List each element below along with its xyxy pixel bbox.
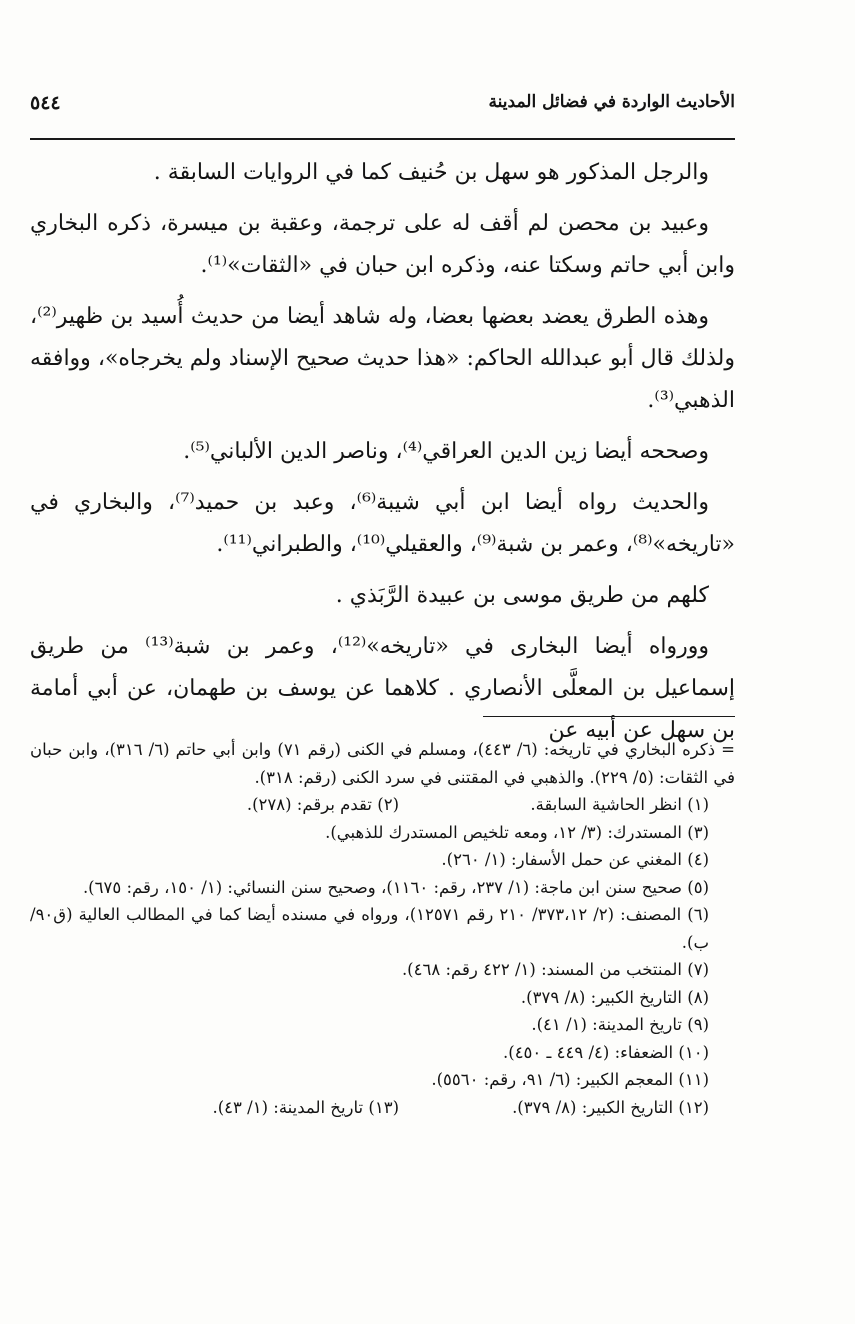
running-header xyxy=(30,92,735,122)
footnote-2: (٢) تقدم برقم: (٢٧٨). xyxy=(246,795,399,814)
footnote-9: (٩) تاريخ المدينة: (١/ ٤١). xyxy=(531,1015,709,1034)
footnote-10: (١٠) الضعفاء: (٤/ ٤٤٩ ـ ٤٥٠). xyxy=(503,1042,709,1062)
header-rule xyxy=(30,138,735,140)
footnote-6: (٦) المصنف: (٢/ ٣٧٣،١٢/ ٢١٠ رقم ١٢٥٧١)، ورواه في مسنده أيضا كما في المطالب العالية (ق٩٠/ب). xyxy=(30,905,709,952)
footnote-13: (١٣) تاريخ المدينة: (١/ ٤٣). xyxy=(212,1097,399,1117)
footnote-8: (٨) التاريخ الكبير: (٨/ ٣٧٩). xyxy=(520,987,709,1007)
running-title: الأحاديث الواردة في فضائل المدينة xyxy=(488,92,735,112)
footnote-11: (١١) المعجم الكبير: (٦/ ٩١، رقم: ٥٥٦٠). xyxy=(431,1070,709,1089)
footnote-5: (٥) صحيح سنن ابن ماجة: (١/ ٢٣٧، رقم: ١١٦٠)، وصحيح سنن النسائي: (١/ ١٥٠، رقم: ٦٧٥). xyxy=(82,877,709,897)
footnote-7: (٧) المنتخب من المسند: (١/ ٤٢٢ رقم: ٤٦٨). xyxy=(401,960,709,979)
main-text xyxy=(30,152,735,761)
footnote-12: (١٢) التاريخ الكبير: (٨/ ٣٧٩). xyxy=(512,1097,709,1117)
footnote-1: (١) انظر الحاشية السابقة. xyxy=(530,795,709,814)
paragraph-4: وصححه أيضا زين الدين العراقي⁽⁴⁾، وناصر الدين الألباني⁽⁵⁾. xyxy=(183,439,709,464)
paragraph-7: وورواه أيضا البخارى في «تاريخه»⁽¹²⁾، وعمر بن شبة⁽¹³⁾ من طريق إسماعيل بن المعلَّى الأنصاري . كلاهما عن يوسف بن طهمان، عن أبي أمامة بن سهل عن أبيه عن xyxy=(30,634,735,743)
paragraph-1: والرجل المذكور هو سهل بن حُنيف كما في الروايات السابقة . xyxy=(153,160,709,185)
footnote-3: (٣) المستدرك: (٣/ ١٢، ومعه تلخيص المستدرك للذهبي). xyxy=(325,822,709,842)
paragraph-3: وهذه الطرق يعضد بعضها بعضا، وله شاهد أيضا من حديث أُسيد بن ظهير⁽²⁾، ولذلك قال أبو عبدالله الحاكم: «هذا حديث صحيح الإسناد ولم يخرجاه»، ووافقه الذهبي⁽³⁾. xyxy=(30,304,735,413)
paragraph-6: كلهم من طريق موسى بن عبيدة الرَّبَذي . xyxy=(335,583,709,608)
footnote-continuation: = ذكره البخاري في تاريخه: (٦/ ٤٤٣)، ومسلم في الكنى (رقم ٧١) وابن أبي حاتم (٦/ ٣١٦)، وابن حبان في الثقات: (٥/ ٢٢٩). والذهبي في المقتنى في سرد الكنى (رقم: ٣١٨). xyxy=(30,740,735,787)
footnote-row-1-2 xyxy=(30,791,735,819)
paragraph-5: والحديث رواه أيضا ابن أبي شيبة⁽⁶⁾، وعبد بن حميد⁽⁷⁾، والبخاري في «تاريخه»⁽⁸⁾، وعمر بن شبة⁽⁹⁾، والعقيلي⁽¹⁰⁾، والطبراني⁽¹¹⁾. xyxy=(30,490,735,557)
page-number: ٥٤٤ xyxy=(30,92,61,114)
footnote-row-12-13 xyxy=(30,1094,735,1122)
footnotes xyxy=(30,736,735,1121)
footnote-4: (٤) المغني عن حمل الأسفار: (١/ ٢٦٠). xyxy=(441,850,709,869)
footnote-separator xyxy=(483,716,735,717)
paragraph-2: وعبيد بن محصن لم أقف له على ترجمة، وعقبة بن ميسرة، ذكره البخاري وابن أبي حاتم وسكتا عنه، وذكره ابن حبان في «الثقات»⁽¹⁾. xyxy=(30,211,735,278)
